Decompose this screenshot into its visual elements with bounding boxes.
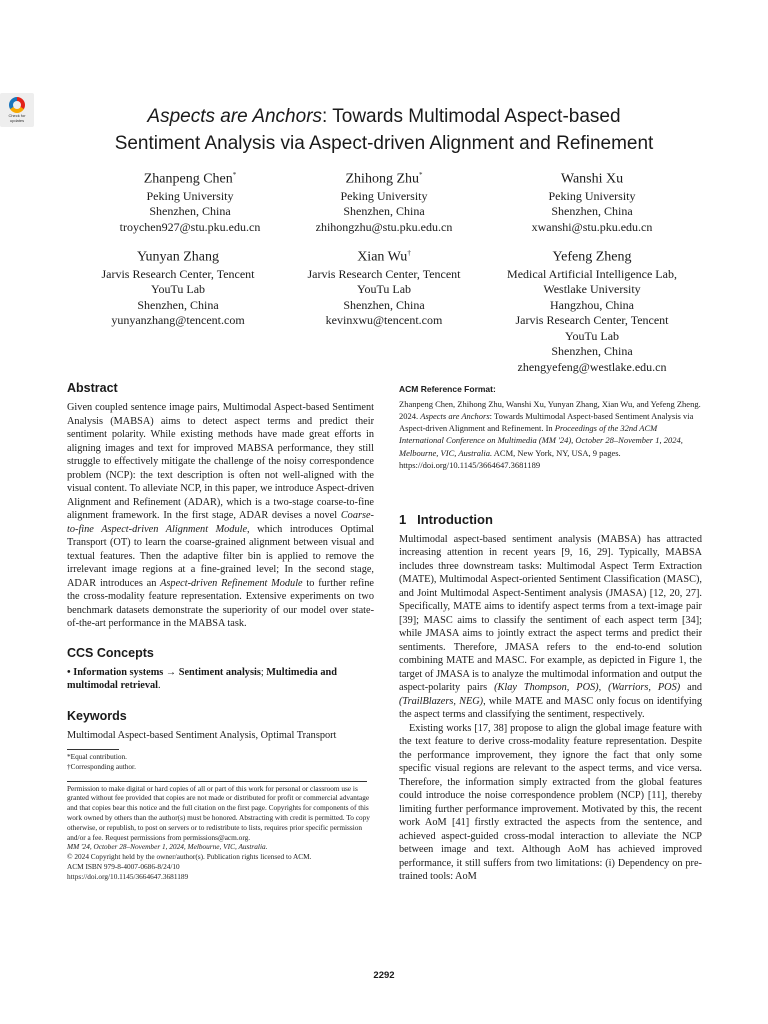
- acm-ref-emphasis: Aspects are Anchors: [420, 410, 490, 421]
- acm-ref-emphasis: Proceedings of the 32nd ACM International Conference on Multimedia (MM '24), October 28–November 1, 2024, Melbourne, VIC, Australia.: [399, 423, 683, 458]
- doi-link[interactable]: https://doi.org/10.1145/3664647.3681189: [67, 871, 189, 881]
- keywords-heading: Keywords: [67, 708, 127, 723]
- ccs-heading: CCS Concepts: [67, 645, 154, 660]
- intro-emphasis: (Klay Thompson, POS), (Warriors, POS): [494, 682, 681, 694]
- author-block: [274, 244, 494, 329]
- title-line-1-rest: : Towards Multimodal Aspect-based: [322, 106, 621, 127]
- title-line-2: Sentiment Analysis via Aspect-driven Alignment and Refinement: [114, 133, 654, 154]
- ccs-separator: ;: [260, 666, 264, 678]
- abstract-text-part: to further refine the cross-modality feature representation. Extensive experiments on two benchmark datasets demonstrate the superiority of our model over state-of-the-art performance in the MABSA task.: [67, 577, 374, 629]
- author-name: Yefeng Zheng: [552, 249, 632, 265]
- author-mark: †: [407, 249, 411, 257]
- author-location: Shenzhen, China: [343, 204, 425, 219]
- intro-emphasis: (TrailBlazers, NEG): [399, 695, 484, 707]
- check-for-updates-badge[interactable]: [0, 93, 34, 127]
- abstract-emphasis: Coarse-to-fine Aspect-driven Alignment Module: [67, 510, 374, 535]
- author-location: Shenzhen, China: [343, 297, 425, 312]
- paper-title: [40, 103, 728, 157]
- author-block: [80, 166, 300, 235]
- permission-text: Permission to make digital or hard copies of all or part of this work for personal or classroom use is granted without fee provided that copies are not made or distributed for profit or commercial advantage and that copies bear this notice and the full citation on the first page. Copyrights for components of this work owned by others than the author(s) must be honored. Abstracting with credit is permitted. To copy otherwise, or republish, to post on servers or to redistribute to lists, requires prior specific permission and/or a fee. Request permissions from permissions@acm.org.: [67, 783, 370, 842]
- author-affiliation: YouTu Lab: [150, 282, 206, 297]
- author-affiliation: Medical Artificial Intelligence Lab,: [507, 266, 677, 281]
- page-number: 2292: [373, 970, 395, 981]
- acm-ref-part: : Towards Multimodal Aspect-based Sentiment Analysis via Aspect-driven Alignment and Refinement. In: [399, 410, 694, 434]
- footnote-corresponding: †Corresponding author.: [67, 761, 136, 771]
- author-name: Xian Wu: [357, 249, 408, 265]
- permission-divider: [67, 781, 367, 782]
- author-block: [482, 166, 702, 235]
- author-name: Yunyan Zhang: [136, 249, 220, 265]
- author-affiliation: Jarvis Research Center, Tencent: [515, 313, 669, 328]
- author-affiliation: Peking University: [548, 188, 636, 203]
- ccs-end: .: [158, 680, 161, 691]
- abstract-text-part: Given coupled sentence image pairs, Multimodal Aspect-based Sentiment Analysis (MABSA) aims to detect aspect terms and predict their sentiment polarity. While existing methods have made great efforts in aligning images and text for improved MABSA performance, they still struggle to effectively mitigate the challenge of the noisy correspondence problem (NCP): the text description is often not well-aligned with the visual content. To alleviate NCP, in this paper, we introduce Aspect-driven Alignment and Refinement (ADAR), which is a two-stage coarse-to-fine alignment framework. In the first stage, ADAR devises a novel: [67, 402, 374, 521]
- abstract-text: [67, 401, 374, 631]
- crossmark-icon: [9, 97, 25, 113]
- acm-reference-heading: ACM Reference Format:: [399, 384, 496, 394]
- badge-text-2: updates: [9, 118, 25, 123]
- author-email[interactable]: kevinxwu@tencent.com: [325, 313, 443, 328]
- author-email[interactable]: xwanshi@stu.pku.edu.cn: [531, 219, 653, 234]
- section-number: 1: [399, 512, 407, 528]
- author-affiliation: Westlake University: [543, 282, 641, 297]
- intro-text-part: Multimodal aspect-based sentiment analysis (MABSA) has attracted increasing attention in recent years [9, 16, 29]. Typically, MABSA includes three downstream tasks: Multimodal Aspect Term Extraction (MATE), Multimodal Aspect-oriented Sentiment Classification (MASC), and Joint Multimodal Aspect-Sentiment analysis (JMASA) [12, 20, 27]. Specifically, MATE aims to identify aspect terms from a text-image pair [39]; MASC aims to classify the sentiment of each aspect term [34]; while JMASA aims to jointly extract the aspect terms and predict their sentiments. Therefore, JMASA refers to the end-to-end solution combining MATE and MASC. For example, as depicted in Figure 1, the target of JMASA is to analyze the multimodal information and output the aspect-polarity pairs: [399, 533, 702, 694]
- ccs-concept: Multimedia and multimodal retrieval: [67, 666, 337, 691]
- author-affiliation: Jarvis Research Center, Tencent: [307, 266, 461, 281]
- right-column: [399, 383, 702, 884]
- ccs-bullet: •: [67, 666, 71, 678]
- copyright-line: © 2024 Copyright held by the owner/author(s). Publication rights licensed to ACM.: [67, 852, 312, 862]
- ccs-concept: Information systems: [73, 666, 164, 678]
- ccs-concepts: [67, 666, 374, 693]
- section-title: Introduction: [417, 512, 493, 528]
- intro-paragraph-2: Existing works [17, 38] propose to align the global image feature with the text feature to derive cross-modality feature representation. Despite the performance improvement, they ignore the fact that only some specific visual regions are relevant to the aspect terms, and vice versa. Therefore, the information simply extracted from the global features could introduce the noise correspondence problem (NCP) [11], thereby limiting further performance improvement. Motivated by this, the recent work AoM [41] firstly extracted the aspects from the sentence, and achieved aspect-guided cross-modal interaction to alleviate the NCP between image and text. Although AoM has achieved improved performance, it still suffers from two limitations: (i) Dependency on pre-trained tools: AoM: [399, 722, 702, 883]
- abstract-text-part: , which introduces Optimal Transport (OT) to learn the coarse-grained alignment between visual and textual features. Then the adaptive filter bin is applied to remove the irrelevant image regions at a fine-grained level; In the second stage, ADAR introduces an: [67, 523, 374, 589]
- author-location: Shenzhen, China: [551, 204, 633, 219]
- abstract-heading: Abstract: [67, 381, 118, 395]
- author-location: Shenzhen, China: [551, 344, 633, 359]
- author-block: [274, 166, 494, 235]
- intro-text-part: and: [680, 682, 702, 694]
- author-email[interactable]: zhengyefeng@westlake.edu.cn: [517, 359, 667, 374]
- author-affiliation: Peking University: [340, 188, 428, 203]
- intro-text-part: , while MATE and MASC only focus on identifying the aspect terms and classifying the sentiment, respectively.: [399, 695, 703, 721]
- ccs-concept: Sentiment analysis: [178, 666, 261, 678]
- author-block: [479, 244, 705, 375]
- author-email[interactable]: zhihongzhu@stu.pku.edu.cn: [315, 219, 453, 234]
- isbn-line: ACM ISBN 979-8-4007-0686-8/24/10: [67, 861, 180, 871]
- author-affiliation: YouTu Lab: [564, 328, 620, 343]
- author-affiliation: YouTu Lab: [356, 282, 412, 297]
- author-location: Shenzhen, China: [149, 204, 231, 219]
- author-affiliation: Peking University: [146, 188, 234, 203]
- acm-ref-part: ACM, New York, NY, USA, 9 pages. https://doi.org/10.1145/3664647.3681189: [399, 447, 621, 470]
- footnote-equal: *Equal contribution.: [67, 752, 127, 761]
- author-location: Shenzhen, China: [137, 297, 219, 312]
- author-mark: *: [232, 171, 237, 179]
- author-name: Zhihong Zhu: [345, 171, 419, 187]
- left-column: [67, 380, 374, 882]
- conference-line: MM '24, October 28–November 1, 2024, Melbourne, VIC, Australia.: [67, 842, 268, 852]
- abstract-emphasis: Aspect-driven Refinement Module: [160, 577, 303, 589]
- intro-heading: [399, 513, 702, 527]
- intro-paragraph-1: [399, 533, 702, 722]
- acm-reference-text: [399, 398, 702, 472]
- author-mark: *: [419, 171, 423, 179]
- title-emphasis: Aspects are Anchors: [147, 106, 323, 127]
- arrow-icon: →: [165, 666, 177, 678]
- acm-ref-part: Zhanpeng Chen, Zhihong Zhu, Wanshi Xu, Yunyan Zhang, Xian Wu, and Yefeng Zheng. 2024.: [399, 398, 701, 421]
- author-location: Hangzhou, China: [550, 297, 634, 312]
- keywords-text: Multimodal Aspect-based Sentiment Analysis, Optimal Transport: [67, 729, 337, 741]
- badge-text-1: Check for: [8, 113, 26, 118]
- author-name: Wanshi Xu: [560, 171, 624, 187]
- author-block: [68, 244, 288, 329]
- footnote-divider: [67, 749, 119, 750]
- author-email[interactable]: troychen927@stu.pku.edu.cn: [119, 219, 261, 234]
- author-name: Zhanpeng Chen: [143, 171, 233, 187]
- author-affiliation: Jarvis Research Center, Tencent: [101, 266, 255, 281]
- author-email[interactable]: yunyanzhang@tencent.com: [111, 313, 245, 328]
